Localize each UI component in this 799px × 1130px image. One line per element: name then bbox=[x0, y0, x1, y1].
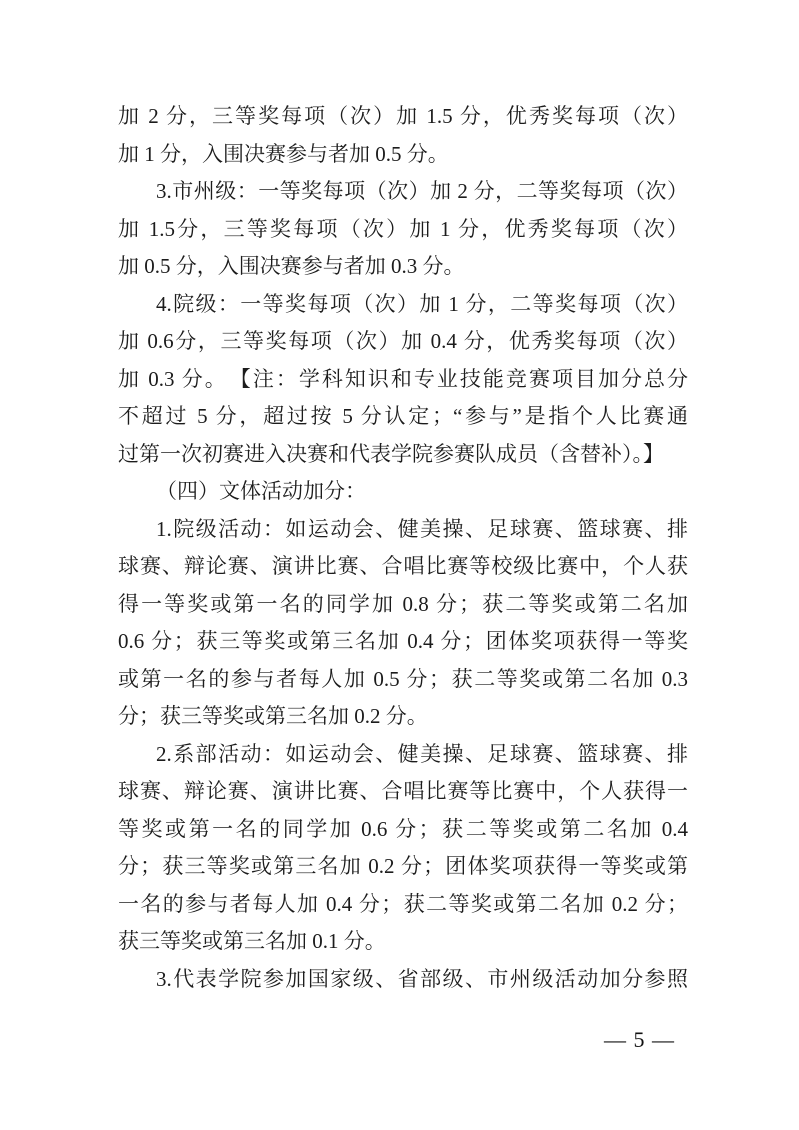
text-line: 加 0.3 分。 【注：学科知识和专业技能竞赛项目加分总分 bbox=[118, 366, 688, 391]
text-line: 4.院级：一等奖每项（次）加 1 分，二等奖每项（次） bbox=[156, 291, 688, 316]
text-line: 2.系部活动：如运动会、健美操、足球赛、篮球赛、排 bbox=[156, 741, 688, 766]
text-line: 加 0.5 分，入围决赛参与者加 0.3 分。 bbox=[118, 254, 465, 278]
text-line: 得一等奖或第一名的同学加 0.8 分；获二等奖或第二名加 bbox=[118, 591, 688, 616]
text-line: 3.代表学院参加国家级、省部级、市州级活动加分参照 bbox=[156, 966, 688, 991]
text-line: （四）文体活动加分： bbox=[156, 479, 366, 503]
text-line: 加 0.6分，三等奖每项（次）加 0.4 分，优秀奖每项（次） bbox=[118, 329, 688, 353]
page-number: — 5 — bbox=[604, 1027, 675, 1052]
text-line: 3.市州级：一等奖每项（次）加 2 分，二等奖每项（次） bbox=[156, 179, 688, 203]
text-block bbox=[118, 98, 688, 998]
text-line: 加 2 分，三等奖每项（次）加 1.5 分，优秀奖每项（次） bbox=[118, 104, 688, 128]
text-line: 一名的参与者每人加 0.4 分；获二等奖或第二名加 0.2 分； bbox=[118, 891, 688, 916]
text-line: 获三等奖或第三名加 0.1 分。 bbox=[118, 929, 386, 953]
text-line: 1.院级活动：如运动会、健美操、足球赛、篮球赛、排 bbox=[156, 516, 688, 541]
text-line: 过第一次初赛进入决赛和代表学院参赛队成员（含替补）。】 bbox=[118, 441, 664, 466]
text-line: 分；获三等奖或第三名加 0.2 分。 bbox=[118, 704, 428, 728]
text-line: 等奖或第一名的同学加 0.6 分；获二等奖或第二名加 0.4 bbox=[118, 816, 688, 841]
text-line: 0.6 分；获三等奖或第三名加 0.4 分；团体奖项获得一等奖 bbox=[118, 629, 688, 653]
text-line: 分；获三等奖或第三名加 0.2 分；团体奖项获得一等奖或第 bbox=[118, 854, 688, 878]
text-line: 或第一名的参与者每人加 0.5 分；获二等奖或第二名加 0.3 bbox=[118, 666, 688, 691]
text-line: 球赛、辩论赛、演讲比赛、合唱比赛等比赛中，个人获得一 bbox=[118, 779, 688, 803]
text-line: 加 1 分，入围决赛参与者加 0.5 分。 bbox=[118, 141, 449, 166]
text-line: 加 1.5分，三等奖每项（次）加 1 分，优秀奖每项（次） bbox=[118, 216, 688, 241]
text-line: 球赛、辩论赛、演讲比赛、合唱比赛等校级比赛中，个人获 bbox=[118, 554, 688, 578]
text-line: 不超过 5 分，超过按 5 分认定；“参与”是指个人比赛通 bbox=[118, 404, 688, 428]
